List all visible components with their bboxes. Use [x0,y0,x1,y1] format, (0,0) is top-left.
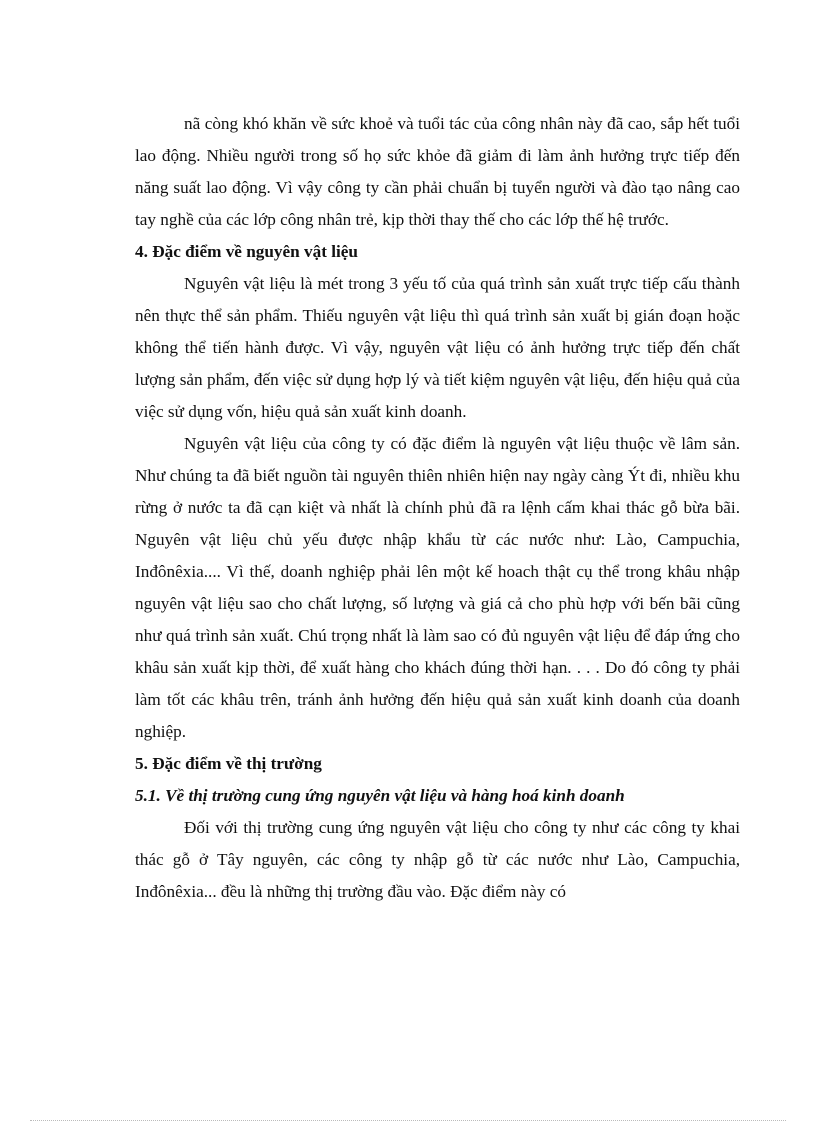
page-bottom-divider [30,1120,786,1121]
paragraph-continuation: nã còng khó khăn về sức khoẻ và tuổi tác của công nhân này đã cao, sắp hết tuổi lao động. Nhiều người trong số họ sức khỏe đã giảm đi làm ảnh hưởng trực tiếp đến năng suất lao động. Vì vậy công ty cần phải chuẩn bị tuyển người và đào tạo nâng cao tay nghề của các lớp công nhân trẻ, kịp thời thay thế cho các lớp thế hệ trước. [135,114,740,229]
paragraph-materials-characteristics: Nguyên vật liệu của công ty có đặc điểm là nguyên vật liệu thuộc về lâm sản. Như chúng ta đã biết nguồn tài nguyên thiên nhiên hiện nay ngày càng Ýt đi, nhiều khu rừng ở nước ta đã cạn kiệt và nhất là chính phủ đã ra lệnh cấm khai thác gỗ bừa bãi. Nguyên vật liệu chủ yếu được nhập khẩu từ các nước như: Lào, Campuchia, Inđônêxia.... Vì thế, doanh nghiệp phải lên một kế hoach thật cụ thể trong khâu nhập nguyên vật liệu sao cho chất lượng, số lượng và giá cả cho phù hợp với bến bãi cũng như quá trình sản xuất. Chú trọng nhất là làm sao có đủ nguyên vật liệu để đáp ứng cho khâu sản xuất kịp thời, để xuất hàng cho khách đúng thời hạn. . . . Do đó công ty phải làm tốt các khâu trên, tránh ảnh hưởng đến hiệu quả sản xuất kinh doanh của doanh nghiệp. [135,434,740,741]
paragraph-materials-importance: Nguyên vật liệu là mét trong 3 yếu tố của quá trình sản xuất trực tiếp cấu thành nên thực thể sản phẩm. Thiếu nguyên vật liệu thì quá trình sản xuất bị gián đoạn hoặc không thể tiến hành được. Vì vậy, nguyên vật liệu có ảnh hưởng trực tiếp đến chất lượng sản phẩm, đến việc sử dụng hợp lý và tiết kiệm nguyên vật liệu, đến hiệu quả của việc sử dụng vốn, hiệu quả sản xuất kinh doanh. [135,274,740,421]
document-page [135,108,740,908]
paragraph-supply-market: Đối với thị trường cung ứng nguyên vật liệu cho công ty như các công ty khai thác gỗ ở Tây nguyên, các công ty nhập gỗ từ các nước như Lào, Campuchia, Inđônêxia... đều là những thị trường đầu vào. Đặc điểm này có [135,818,740,901]
section-heading-materials: 4. Đặc điểm về nguyên vật liệu [135,242,358,261]
subsection-heading-supply-market: 5.1. Về thị trường cung ứng nguyên vật liệu và hàng hoá kinh doanh [135,786,625,805]
section-heading-market: 5. Đặc điểm về thị trường [135,754,322,773]
